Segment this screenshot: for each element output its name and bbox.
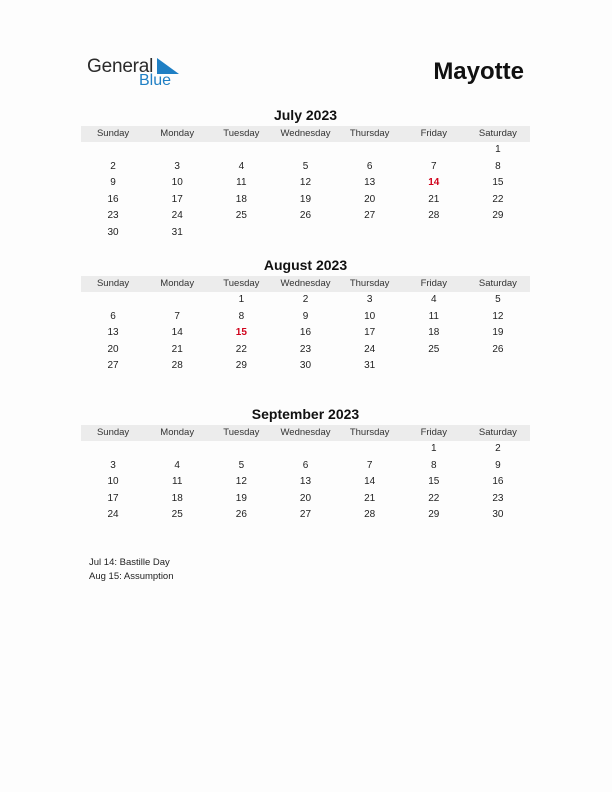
weekday-label: Monday [160,278,195,289]
day-cell: 9 [302,310,309,322]
day-cell: 18 [235,193,247,205]
day-cell: 27 [299,509,312,521]
day-cell: 30 [107,226,119,238]
day-cell: 5 [302,160,309,172]
day-cell: 11 [428,310,439,322]
day-cell: 13 [107,327,119,339]
week-row [81,225,530,242]
day-cell: 29 [235,360,247,372]
weekday-header-row [81,276,530,292]
weekday-label: Sunday [96,278,130,289]
weekday-label: Thursday [349,278,390,289]
week-row [81,309,530,326]
week-row [81,175,530,192]
day-cell: 31 [171,226,183,238]
weekday-label: Friday [420,427,447,438]
empty-day-cell [273,225,337,242]
logo-text-general: General [87,56,154,77]
day-cell: 8 [495,160,501,172]
day-cell: 25 [428,343,440,355]
day-cell: 27 [364,210,376,222]
empty-day-cell [145,142,209,159]
week-row [81,159,530,176]
day-cell: 3 [110,459,116,471]
weekday-label: Sunday [96,128,130,139]
day-cell: 6 [302,459,309,471]
day-cell: 2 [302,294,309,305]
weekday-label: Saturday [478,278,517,289]
weekday-label: Tuesday [223,427,260,438]
day-cell: 23 [492,492,504,504]
holiday-note: Jul 14: Bastille Day [89,557,170,568]
week-row [81,441,530,458]
day-cell: 17 [107,492,119,504]
day-cell: 26 [492,343,504,355]
day-cell: 30 [492,509,504,521]
empty-day-cell [338,441,402,458]
month-title: August 2023 [263,257,348,273]
day-cell: 20 [107,343,119,355]
weekday-label: Tuesday [223,128,260,139]
day-cell: 12 [235,476,247,488]
day-cell: 7 [430,160,437,172]
empty-day-cell [466,225,530,242]
day-cell: 13 [299,476,312,488]
day-cell: 26 [299,210,312,222]
empty-day-cell [273,142,337,159]
day-cell: 10 [171,177,183,189]
day-cell: 6 [366,160,373,172]
weekday-header-row [81,126,530,142]
week-row [81,491,530,508]
week-row [81,342,530,359]
empty-day-cell [466,358,530,375]
day-cell: 5 [495,294,501,305]
empty-day-cell [145,292,209,309]
day-cell: 16 [299,327,312,339]
day-cell: 14 [364,476,376,488]
day-cell: 11 [236,177,247,189]
day-cell: 21 [364,492,376,504]
day-cell: 9 [110,177,116,189]
empty-day-cell [273,441,337,458]
day-cell: 28 [171,360,183,372]
day-cell: 15 [492,177,504,189]
day-cell: 21 [171,343,183,355]
day-cell: 28 [364,509,376,521]
week-row [81,458,530,475]
day-cell: 1 [495,144,501,155]
holiday-notes [89,556,174,584]
day-cell: 9 [495,459,501,471]
day-cell: 27 [107,360,119,372]
day-cell: 25 [235,210,247,222]
day-cell: 2 [110,160,116,172]
day-cell: 8 [238,310,245,322]
day-cell: 24 [364,343,376,355]
month-title: September 2023 [251,406,360,422]
day-cell: 10 [364,310,376,322]
month-title: July 2023 [273,107,338,123]
day-cell: 16 [492,476,504,488]
day-cell: 19 [235,492,247,504]
empty-day-cell [209,225,273,242]
day-cell: 30 [299,360,312,372]
week-row [81,358,530,375]
empty-day-cell [402,358,466,375]
week-row [81,192,530,209]
week-row [81,507,530,524]
day-cell: 31 [364,360,376,372]
day-cell: 12 [492,310,504,322]
weekday-label: Monday [160,128,195,139]
empty-day-cell [81,142,145,159]
weekday-label: Friday [420,278,447,289]
weekday-label: Thursday [349,427,390,438]
day-cell: 6 [110,310,116,322]
empty-day-cell [209,142,273,159]
month-calendar [81,405,530,524]
weekday-label: Saturday [478,128,517,139]
logo [87,56,197,92]
day-cell: 1 [238,294,245,305]
day-cell: 14 [428,177,440,189]
day-cell: 21 [428,193,440,205]
day-cell: 5 [238,459,245,471]
empty-day-cell [402,225,466,242]
day-cell: 22 [428,492,440,504]
week-row [81,292,530,309]
empty-day-cell [338,225,402,242]
empty-day-cell [81,292,145,309]
day-cell: 16 [107,193,119,205]
weekday-label: Sunday [96,427,130,438]
weekday-label: Wednesday [280,128,331,139]
day-cell: 29 [428,509,440,521]
day-cell: 20 [364,193,376,205]
day-cell: 24 [171,210,183,222]
day-cell: 11 [172,476,183,488]
day-cell: 25 [171,509,183,521]
holiday-note: Aug 15: Assumption [89,571,174,582]
day-cell: 1 [430,443,437,454]
day-cell: 4 [238,160,245,172]
logo-text-blue: Blue [139,72,172,89]
day-cell: 4 [174,459,180,471]
day-cell: 22 [235,343,247,355]
day-cell: 10 [107,476,119,488]
day-cell: 18 [428,327,440,339]
day-cell: 23 [107,210,119,222]
day-cell: 29 [492,210,504,222]
day-cell: 7 [174,310,180,322]
day-cell: 4 [430,294,437,305]
empty-day-cell [81,441,145,458]
weekday-label: Thursday [349,128,390,139]
day-cell: 24 [107,509,119,521]
day-cell: 17 [364,327,376,339]
weekday-label: Saturday [478,427,517,438]
day-cell: 8 [430,459,437,471]
day-cell: 15 [428,476,440,488]
day-cell: 2 [495,443,501,454]
day-cell: 12 [299,177,312,189]
day-cell: 3 [174,160,180,172]
day-cell: 22 [492,193,504,205]
day-cell: 7 [366,459,373,471]
day-cell: 26 [235,509,247,521]
day-cell: 14 [171,327,183,339]
weekday-label: Wednesday [280,427,331,438]
empty-day-cell [145,441,209,458]
day-cell: 15 [235,327,247,339]
country-title: Mayotte [433,58,524,85]
week-row [81,142,530,159]
day-cell: 3 [366,294,373,305]
month-calendar [81,256,530,375]
day-cell: 28 [428,210,440,222]
week-row [81,325,530,342]
weekday-header-row [81,425,530,441]
day-cell: 18 [171,492,183,504]
day-cell: 19 [299,193,312,205]
empty-day-cell [402,142,466,159]
day-cell: 20 [299,492,312,504]
day-cell: 23 [299,343,312,355]
weekday-label: Wednesday [280,278,331,289]
day-cell: 13 [364,177,376,189]
weekday-label: Tuesday [223,278,260,289]
weekday-label: Friday [420,128,447,139]
empty-day-cell [338,142,402,159]
month-calendar [81,106,530,242]
weekday-label: Monday [160,427,195,438]
day-cell: 19 [492,327,504,339]
day-cell: 17 [171,193,183,205]
empty-day-cell [209,441,273,458]
week-row [81,474,530,491]
week-row [81,208,530,225]
